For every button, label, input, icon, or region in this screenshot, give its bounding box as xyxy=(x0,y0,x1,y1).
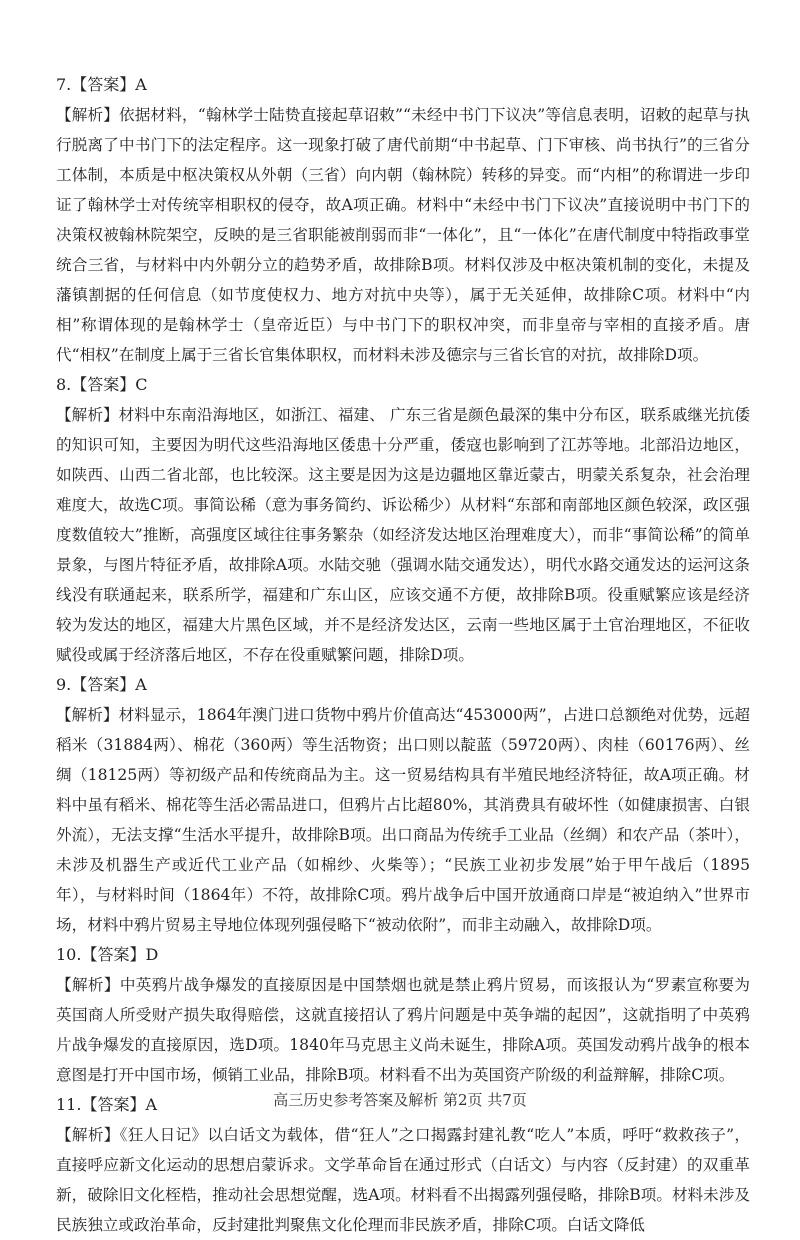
analysis-paragraph: 【解析】材料中东南沿海地区，如浙江、福建、 广东三省是颜色最深的集中分布区，联系戚继光抗倭的知识可知，主要因为明代这些沿海地区倭患十分严重，倭寇也影响到了江苏等地。北部沿边地区，如陕西、山西二省北部，也比较深。这主要是因为这是边疆地区靠近蒙古，明蒙关系复杂，社会治理难度大，故选C项。事简讼稀（意为事务简约、诉讼稀少）从材料“东部和南部地区颜色较深，政区强度数值较大”推断，高强度区域往往事务繁杂（如经济发达地区治理难度大），而非“事简讼稀”的简单景象，与图片特征矛盾，故排除A项。水陆交驰（强调水陆交通发达），明代水路交通发达的运河这条线没有联通起来，联系所学，福建和广东山区，应该交通不方便，故排除B项。役重赋繁应该是经济较为发达的地区，福建大片黑色区域，并不是经济发达区，云南一些地区属于土官治理地区，不征收赋役或属于经济落后地区，不存在役重赋繁问题，排除D项。 xyxy=(56,406,750,664)
question-8 xyxy=(56,370,750,670)
page-footer: 高三历史参考答案及解析 第2页 共7页 xyxy=(273,1091,527,1109)
answer-line: 9.【答案】A xyxy=(56,675,147,694)
answer-line: 10.【答案】D xyxy=(56,945,159,964)
answer-line: 11.【答案】A xyxy=(56,1095,158,1114)
answer-line: 7.【答案】A xyxy=(56,75,147,94)
analysis-paragraph: 【解析】中英鸦片战争爆发的直接原因是中国禁烟也就是禁止鸦片贸易，而该报认为“罗素宣称要为英国商人所受财产损失取得赔偿，这就直接招认了鸦片问题是中英争端的起因”，这就指明了中英鸦片战争爆发的直接原因，选D项。1840年马克思主义尚未诞生，排除A项。英国发动鸦片战争的根本意图是打开中国市场，倾销工业品，排除B项。材料看不出为英国资产阶级的利益辩解，排除C项。 xyxy=(56,976,750,1084)
answer-page xyxy=(56,70,750,1240)
question-11 xyxy=(56,1090,750,1240)
answer-line: 8.【答案】C xyxy=(56,375,148,394)
question-10 xyxy=(56,940,750,1090)
analysis-paragraph: 【解析】《狂人日记》以白话文为载体，借“狂人”之口揭露封建礼教“吃人”本质，呼吁“救救孩子”，直接呼应新文化运动的思想启蒙诉求。文学革命旨在通过形式（白话文）与内容（反封建）的双重革新，破除旧文化桎梏，推动社会思想觉醒，选A项。材料看不出揭露列强侵略，排除B项。材料未涉及民族独立或政治革命，反封建批判聚焦文化伦理而非民族矛盾，排除C项。白话文降低 xyxy=(56,1126,750,1234)
analysis-paragraph: 【解析】材料显示，1864年澳门进口货物中鸦片价值高达“453000两”，占进口总额绝对优势，远超稻米（31884两）、棉花（360两）等生活物资；出口则以靛蓝（59720两）、肉桂（60176两）、丝绸（18125两）等初级产品和传统商品为主。这一贸易结构具有半殖民地经济特征，故A项正确。材料中虽有稻米、棉花等生活必需品进口，但鸦片占比超80%，其消费具有破坏性（如健康损害、白银外流），无法支撑“生活水平提升，故排除B项。出口商品为传统手工业品（丝绸）和农产品（茶叶），未涉及机器生产或近代工业产品（如棉纱、火柴等）；“民族工业初步发展”始于甲午战后（1895年），与材料时间（1864年）不符，故排除C项。鸦片战争后中国开放通商口岸是“被迫纳入”世界市场，材料中鸦片贸易主导地位体现列强侵略下“被动依附”，而非主动融入，故排除D项。 xyxy=(56,706,750,934)
question-9 xyxy=(56,670,750,940)
analysis-paragraph: 【解析】依据材料，“翰林学士陆贽直接起草诏敕”“未经中书门下议决”等信息表明，诏敕的起草与执行脱离了中书门下的法定程序。这一现象打破了唐代前期“中书起草、门下审核、尚书执行”的三省分工体制，本质是中枢决策权从外朝（三省）向内朝（翰林院）转移的异变。而“内相”的称谓进一步印证了翰林学士对传统宰相职权的侵夺，故A项正确。材料中“未经中书门下议决”直接说明中书门下的决策权被翰林院架空，反映的是三省职能被削弱而非“一体化”，且“一体化”在唐代制度中特指政事堂统合三省，与材料中内外朝分立的趋势矛盾，故排除B项。材料仅涉及中枢决策机制的变化，未提及藩镇割据的任何信息（如节度使权力、地方对抗中央等），属于无关延伸，故排除C项。材料中“内相”称谓体现的是翰林学士（皇帝近臣）与中书门下的职权冲突，而非皇帝与宰相的直接矛盾。唐代“相权”在制度上属于三省长官集体职权，而材料未涉及德宗与三省长官的对抗，故排除D项。 xyxy=(56,106,750,364)
question-7 xyxy=(56,70,750,370)
